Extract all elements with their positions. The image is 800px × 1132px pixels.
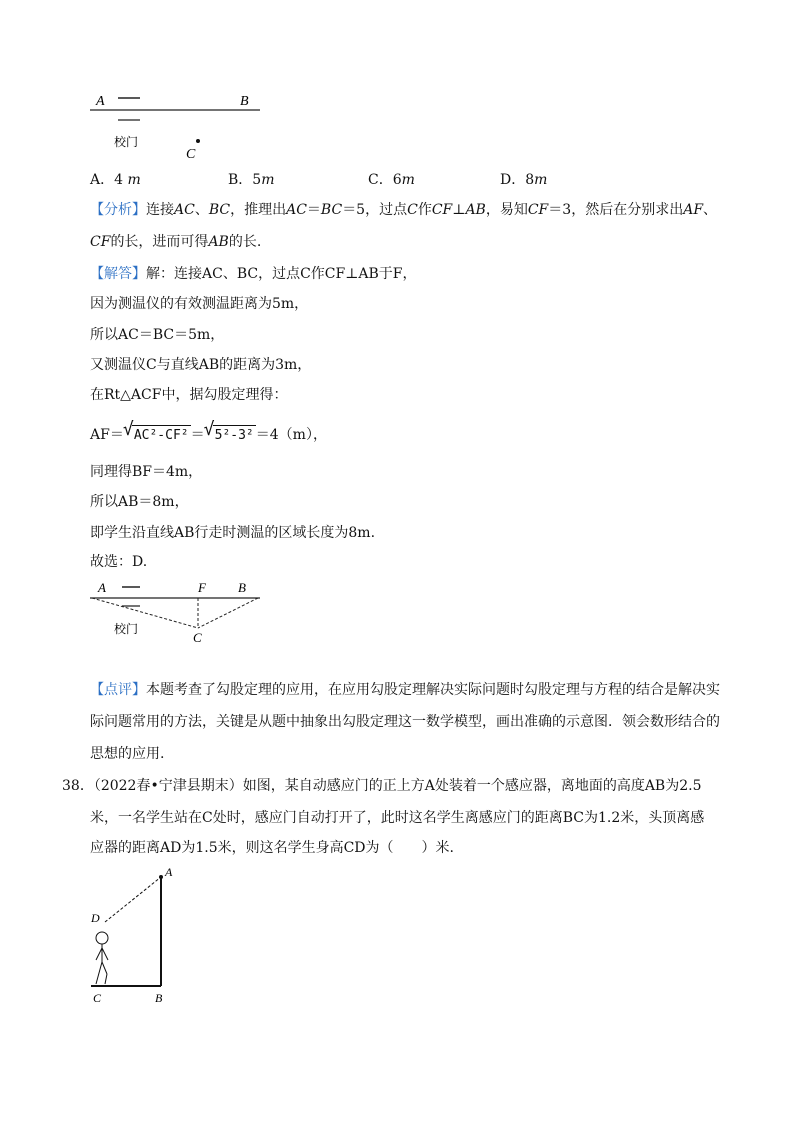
solution-line-1 <box>90 264 417 284</box>
analysis-seg-bc: BC <box>208 202 231 218</box>
fig1-label-a: A <box>96 94 105 109</box>
figure-gate-1 <box>88 90 278 165</box>
formula-lhs: AF＝ <box>90 427 124 443</box>
solution-line-9: 即学生沿直线AB行走时测温的区域长度为8m. <box>90 525 376 541</box>
q38-line-3: 应器的距离AD为1.5米，则这名学生身高CD为（ ）米. <box>90 840 454 856</box>
choice-d <box>500 170 547 190</box>
analysis-text: ，易知 <box>485 202 528 218</box>
comment-tag: 【点评】 <box>90 682 146 698</box>
solution-line-10: 故选：D. <box>90 554 148 570</box>
fig2-label-b: B <box>238 580 246 595</box>
fig1-point-c <box>196 139 200 143</box>
solution-line-5: 在Rt△ACF中，据勾股定理得： <box>90 387 288 403</box>
comment-text-1: 本题考查了勾股定理的应用，在应用勾股定理解决实际问题时勾股定理与方程的结合是解决实 <box>146 682 720 698</box>
fig3-label-d: D <box>91 911 100 925</box>
fig2-gate-label: 校门 <box>114 622 139 636</box>
choice-d-text: D．8 <box>500 172 535 188</box>
analysis-text: ＝3，然后在分别求出 <box>548 202 684 218</box>
choice-a-text: A．4 <box>90 172 124 188</box>
analysis-text: 的长. <box>228 234 262 250</box>
fig3-dashed-ad <box>105 877 161 922</box>
figure-door-sensor <box>85 862 185 1007</box>
formula-mid: ＝ <box>190 427 205 443</box>
choice-c-unit: m <box>401 172 415 188</box>
analysis-text: ＝5，过点 <box>342 202 408 218</box>
solution-tag: 【解答】 <box>90 266 146 282</box>
comment-line-1 <box>90 680 720 700</box>
fig3-label-b: B <box>155 991 163 1005</box>
fig1-gate-label: 校门 <box>114 135 139 149</box>
choice-b-unit: m <box>261 172 275 188</box>
fig3-label-c: C <box>93 991 102 1005</box>
sqrt-2-content: 5²-3² <box>214 428 254 443</box>
choice-c <box>368 170 415 190</box>
analysis-text: 作 <box>417 202 432 218</box>
solution-line-8: 所以AB＝8m， <box>90 494 189 510</box>
sqrt-1-content: AC²-CF² <box>133 428 189 443</box>
fig2-segment-ac <box>92 598 198 628</box>
analysis-text: 的长，进而可得 <box>110 234 209 250</box>
analysis-text: 连接 <box>146 202 174 218</box>
fig2-label-c: C <box>193 630 202 645</box>
choice-d-unit: m <box>534 172 548 188</box>
fig2-label-a: A <box>98 580 106 595</box>
fig1-label-c: C <box>186 147 196 162</box>
analysis-tag: 【分析】 <box>90 202 146 218</box>
fig2-segment-bc <box>198 598 258 628</box>
choice-c-text: C．6 <box>368 172 402 188</box>
solution-line-2: 因为测温仪的有效测温距离为5m， <box>90 296 309 312</box>
fig1-label-b: B <box>240 94 249 109</box>
analysis-eq: AC <box>286 202 307 218</box>
solution-formula <box>90 419 327 446</box>
choice-b <box>228 170 274 190</box>
q38-line-2: 米，一名学生站在C处时，感应门自动打开了，此时这名学生离感应门的距离BC为1.2米，头顶离感 <box>90 810 705 826</box>
analysis-seg-ac: AC <box>174 202 195 218</box>
q38-number: 38． <box>62 778 94 794</box>
fig3-student-figure <box>96 932 108 984</box>
comment-line-2: 际问题常用的方法，关键是从题中抽象出勾股定理这一数学模型，画出准确的示意图．领会数形结合的 <box>90 714 720 730</box>
sqrt-1: √ AC²-CF² <box>132 425 191 446</box>
analysis-text: ，推理出 <box>230 202 287 218</box>
sqrt-2: √ 5²-3² <box>213 425 256 446</box>
fig3-label-a: A <box>165 865 173 879</box>
q38-line-1 <box>62 776 702 796</box>
solution-text-1: 解：连接AC、BC，过点C作CF⊥AB于F， <box>146 266 417 282</box>
choice-a <box>90 170 141 190</box>
q38-text-1: （2022春•宁津县期末）如图，某自动感应门的正上方A处装着一个感应器，离地面的高度AB为2.5 <box>93 778 702 794</box>
analysis-line-2: CF的长，进而可得AB的长. <box>90 234 262 250</box>
choice-b-text: B．5 <box>228 172 262 188</box>
solution-line-3: 所以AC＝BC＝5m， <box>90 327 225 343</box>
fig2-label-f: F <box>198 580 206 595</box>
solution-line-7: 同理得BF＝4m， <box>90 464 203 480</box>
comment-line-3: 思想的应用. <box>90 746 165 762</box>
solution-line-4: 又测温仪C与直线AB的距离为3m， <box>90 357 312 373</box>
choice-a-unit: m <box>127 172 141 188</box>
analysis-line-1: 【分析】连接AC、BC，推理出AC＝BC＝5，过点C作CF⊥AB，易知CF＝3，然后在分别求出AF、 <box>90 202 718 218</box>
formula-end: ＝4（m）， <box>255 427 327 443</box>
figure-gate-2 <box>88 578 268 648</box>
